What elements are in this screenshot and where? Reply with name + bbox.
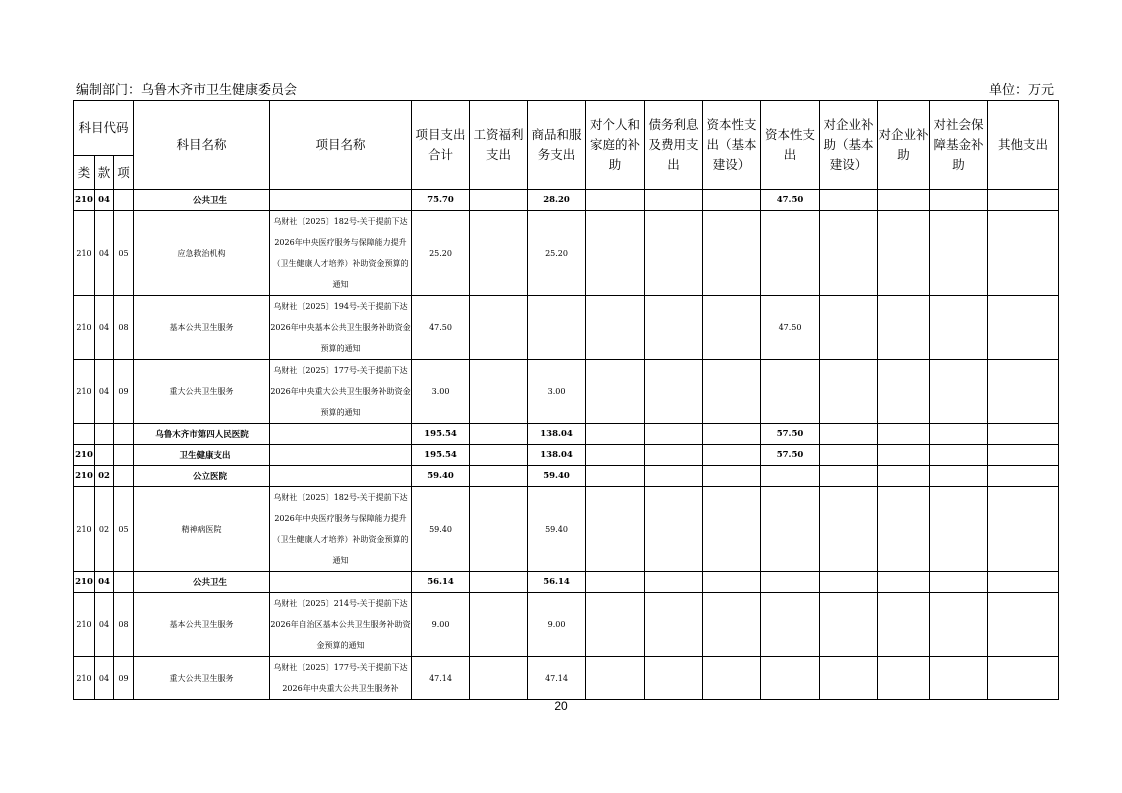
cell-debt	[645, 487, 703, 572]
cell-project	[270, 572, 412, 593]
cell-wages	[470, 360, 528, 424]
cell-debt	[645, 296, 703, 360]
cell-capital-basic	[703, 296, 761, 360]
cell-goods: 59.40	[528, 466, 586, 487]
department-label: 编制部门：乌鲁木齐市卫生健康委员会	[76, 83, 298, 98]
cell-capital-basic	[703, 593, 761, 657]
page-number: 20	[554, 699, 568, 713]
cell-total: 56.14	[412, 572, 470, 593]
cell-capital: 47.50	[761, 190, 820, 211]
cell-social	[930, 445, 988, 466]
cell-personal	[586, 190, 645, 211]
col-xiang: 项	[114, 156, 134, 190]
table-body	[74, 190, 1059, 700]
cell-project: 乌财社〔2025〕182号-关于提前下达2026年中央医疗服务与保障能力提升（卫生健康人才培养）补助资金预算的通知	[270, 487, 412, 572]
cell-goods: 138.04	[528, 445, 586, 466]
cell-xiang	[114, 572, 134, 593]
cell-xiang: 05	[114, 211, 134, 296]
cell-social	[930, 190, 988, 211]
col-debt: 债务利息及费用支出	[645, 101, 703, 190]
cell-name: 公共卫生	[134, 572, 270, 593]
cell-social	[930, 593, 988, 657]
cell-project	[270, 190, 412, 211]
cell-goods: 28.20	[528, 190, 586, 211]
cell-kuan: 04	[95, 593, 114, 657]
cell-capital	[761, 211, 820, 296]
cell-debt	[645, 211, 703, 296]
cell-enterprise	[878, 593, 930, 657]
cell-total: 195.54	[412, 424, 470, 445]
cell-total: 9.00	[412, 593, 470, 657]
cell-capital: 57.50	[761, 445, 820, 466]
col-subject-name: 科目名称	[134, 101, 270, 190]
cell-name: 重大公共卫生服务	[134, 360, 270, 424]
cell-personal	[586, 360, 645, 424]
cell-name: 乌鲁木齐市第四人民医院	[134, 424, 270, 445]
col-subject-code: 科目代码	[74, 101, 134, 156]
cell-wages	[470, 424, 528, 445]
col-project-name: 项目名称	[270, 101, 412, 190]
cell-debt	[645, 466, 703, 487]
cell-capital-basic	[703, 657, 761, 700]
cell-goods: 47.14	[528, 657, 586, 700]
cell-capital	[761, 360, 820, 424]
cell-social	[930, 424, 988, 445]
cell-kuan: 04	[95, 360, 114, 424]
table-row	[74, 657, 1059, 700]
cell-social	[930, 296, 988, 360]
cell-capital-basic	[703, 211, 761, 296]
cell-goods: 3.00	[528, 360, 586, 424]
cell-kuan: 04	[95, 572, 114, 593]
cell-enterprise	[878, 424, 930, 445]
table-row	[74, 211, 1059, 296]
cell-debt	[645, 424, 703, 445]
col-enterprise-basic: 对企业补助（基本建设）	[820, 101, 878, 190]
subtotal-row	[74, 466, 1059, 487]
cell-wages	[470, 211, 528, 296]
cell-enterprise-basic	[820, 360, 878, 424]
cell-lei: 210	[74, 360, 95, 424]
cell-lei: 210	[74, 190, 95, 211]
cell-capital: 47.50	[761, 296, 820, 360]
subtotal-row	[74, 445, 1059, 466]
cell-lei: 210	[74, 593, 95, 657]
subtotal-row	[74, 424, 1059, 445]
cell-enterprise-basic	[820, 487, 878, 572]
cell-xiang	[114, 190, 134, 211]
col-enterprise: 对企业补助	[878, 101, 930, 190]
col-kuan: 款	[95, 156, 114, 190]
cell-kuan: 04	[95, 657, 114, 700]
cell-name: 精神病医院	[134, 487, 270, 572]
cell-capital: 57.50	[761, 424, 820, 445]
cell-total: 59.40	[412, 466, 470, 487]
cell-capital	[761, 593, 820, 657]
cell-enterprise	[878, 487, 930, 572]
col-capital: 资本性支出	[761, 101, 820, 190]
cell-goods: 138.04	[528, 424, 586, 445]
cell-debt	[645, 572, 703, 593]
cell-social	[930, 466, 988, 487]
budget-table	[73, 100, 1059, 700]
cell-other	[988, 466, 1059, 487]
cell-name: 基本公共卫生服务	[134, 593, 270, 657]
cell-lei: 210	[74, 487, 95, 572]
cell-lei: 210	[74, 466, 95, 487]
cell-enterprise-basic	[820, 424, 878, 445]
table-row	[74, 487, 1059, 572]
cell-social	[930, 360, 988, 424]
cell-goods: 9.00	[528, 593, 586, 657]
cell-enterprise-basic	[820, 657, 878, 700]
cell-debt	[645, 593, 703, 657]
cell-enterprise	[878, 296, 930, 360]
cell-social	[930, 657, 988, 700]
cell-goods: 56.14	[528, 572, 586, 593]
cell-wages	[470, 445, 528, 466]
cell-name: 公共卫生	[134, 190, 270, 211]
col-wages: 工资福利支出	[470, 101, 528, 190]
cell-other	[988, 487, 1059, 572]
cell-other	[988, 211, 1059, 296]
cell-wages	[470, 593, 528, 657]
cell-xiang: 08	[114, 593, 134, 657]
cell-enterprise	[878, 211, 930, 296]
cell-lei: 210	[74, 572, 95, 593]
cell-capital-basic	[703, 424, 761, 445]
cell-xiang	[114, 466, 134, 487]
col-other: 其他支出	[988, 101, 1059, 190]
cell-project: 乌财社〔2025〕177号-关于提前下达2026年中央重大公共卫生服务补	[270, 657, 412, 700]
cell-personal	[586, 296, 645, 360]
col-goods: 商品和服务支出	[528, 101, 586, 190]
cell-total: 3.00	[412, 360, 470, 424]
cell-capital	[761, 657, 820, 700]
cell-debt	[645, 190, 703, 211]
subtotal-row	[74, 572, 1059, 593]
header-row-top	[74, 101, 1059, 156]
cell-capital-basic	[703, 572, 761, 593]
table-row	[74, 593, 1059, 657]
cell-capital-basic	[703, 487, 761, 572]
cell-personal	[586, 424, 645, 445]
cell-xiang	[114, 445, 134, 466]
cell-enterprise-basic	[820, 211, 878, 296]
cell-project	[270, 466, 412, 487]
cell-xiang: 09	[114, 360, 134, 424]
cell-debt	[645, 360, 703, 424]
cell-project: 乌财社〔2025〕182号-关于提前下达2026年中央医疗服务与保障能力提升（卫生健康人才培养）补助资金预算的通知	[270, 211, 412, 296]
cell-total: 195.54	[412, 445, 470, 466]
cell-other	[988, 296, 1059, 360]
cell-total: 47.50	[412, 296, 470, 360]
cell-other	[988, 424, 1059, 445]
cell-other	[988, 572, 1059, 593]
cell-lei: 210	[74, 211, 95, 296]
cell-project: 乌财社〔2025〕214号-关于提前下达2026年自治区基本公共卫生服务补助资金预算的通知	[270, 593, 412, 657]
cell-goods	[528, 296, 586, 360]
cell-lei: 210	[74, 296, 95, 360]
cell-xiang	[114, 424, 134, 445]
cell-project	[270, 424, 412, 445]
cell-name: 公立医院	[134, 466, 270, 487]
cell-other	[988, 360, 1059, 424]
cell-kuan	[95, 445, 114, 466]
cell-lei: 210	[74, 657, 95, 700]
cell-enterprise	[878, 466, 930, 487]
cell-enterprise	[878, 360, 930, 424]
cell-capital-basic	[703, 190, 761, 211]
cell-enterprise	[878, 445, 930, 466]
cell-capital	[761, 487, 820, 572]
cell-social	[930, 211, 988, 296]
cell-enterprise-basic	[820, 466, 878, 487]
cell-wages	[470, 466, 528, 487]
cell-personal	[586, 211, 645, 296]
cell-enterprise	[878, 657, 930, 700]
cell-enterprise	[878, 572, 930, 593]
cell-social	[930, 487, 988, 572]
col-total: 项目支出合计	[412, 101, 470, 190]
cell-other	[988, 593, 1059, 657]
cell-enterprise-basic	[820, 190, 878, 211]
cell-name: 重大公共卫生服务	[134, 657, 270, 700]
cell-kuan: 02	[95, 466, 114, 487]
cell-xiang: 09	[114, 657, 134, 700]
cell-name: 卫生健康支出	[134, 445, 270, 466]
cell-capital-basic	[703, 360, 761, 424]
cell-lei: 210	[74, 445, 95, 466]
cell-other	[988, 445, 1059, 466]
cell-personal	[586, 657, 645, 700]
cell-other	[988, 657, 1059, 700]
cell-debt	[645, 657, 703, 700]
col-social: 对社会保障基金补助	[930, 101, 988, 190]
unit-label: 单位：万元	[988, 83, 1054, 98]
cell-enterprise-basic	[820, 593, 878, 657]
cell-lei	[74, 424, 95, 445]
cell-kuan: 04	[95, 211, 114, 296]
cell-total: 59.40	[412, 487, 470, 572]
cell-total: 47.14	[412, 657, 470, 700]
cell-personal	[586, 466, 645, 487]
cell-wages	[470, 657, 528, 700]
cell-wages	[470, 572, 528, 593]
cell-project: 乌财社〔2025〕177号-关于提前下达2026年中央重大公共卫生服务补助资金预算的通知	[270, 360, 412, 424]
cell-kuan	[95, 424, 114, 445]
cell-capital-basic	[703, 445, 761, 466]
cell-debt	[645, 445, 703, 466]
cell-kuan: 04	[95, 190, 114, 211]
cell-other	[988, 190, 1059, 211]
cell-total: 25.20	[412, 211, 470, 296]
cell-personal	[586, 593, 645, 657]
cell-project	[270, 445, 412, 466]
cell-xiang: 05	[114, 487, 134, 572]
col-lei: 类	[74, 156, 95, 190]
cell-enterprise	[878, 190, 930, 211]
cell-wages	[470, 190, 528, 211]
cell-project: 乌财社〔2025〕194号-关于提前下达2026年中央基本公共卫生服务补助资金预算的通知	[270, 296, 412, 360]
subtotal-row	[74, 190, 1059, 211]
cell-name: 应急救治机构	[134, 211, 270, 296]
cell-goods: 25.20	[528, 211, 586, 296]
cell-personal	[586, 445, 645, 466]
col-capital-basic: 资本性支出（基本建设）	[703, 101, 761, 190]
cell-social	[930, 572, 988, 593]
cell-name: 基本公共卫生服务	[134, 296, 270, 360]
cell-enterprise-basic	[820, 445, 878, 466]
cell-enterprise-basic	[820, 296, 878, 360]
cell-kuan: 04	[95, 296, 114, 360]
cell-xiang: 08	[114, 296, 134, 360]
cell-wages	[470, 296, 528, 360]
col-personal: 对个人和家庭的补助	[586, 101, 645, 190]
cell-personal	[586, 487, 645, 572]
cell-capital	[761, 572, 820, 593]
cell-capital	[761, 466, 820, 487]
cell-enterprise-basic	[820, 572, 878, 593]
cell-capital-basic	[703, 466, 761, 487]
cell-wages	[470, 487, 528, 572]
cell-goods: 59.40	[528, 487, 586, 572]
table-row	[74, 296, 1059, 360]
table-row	[74, 360, 1059, 424]
cell-total: 75.70	[412, 190, 470, 211]
cell-personal	[586, 572, 645, 593]
cell-kuan: 02	[95, 487, 114, 572]
